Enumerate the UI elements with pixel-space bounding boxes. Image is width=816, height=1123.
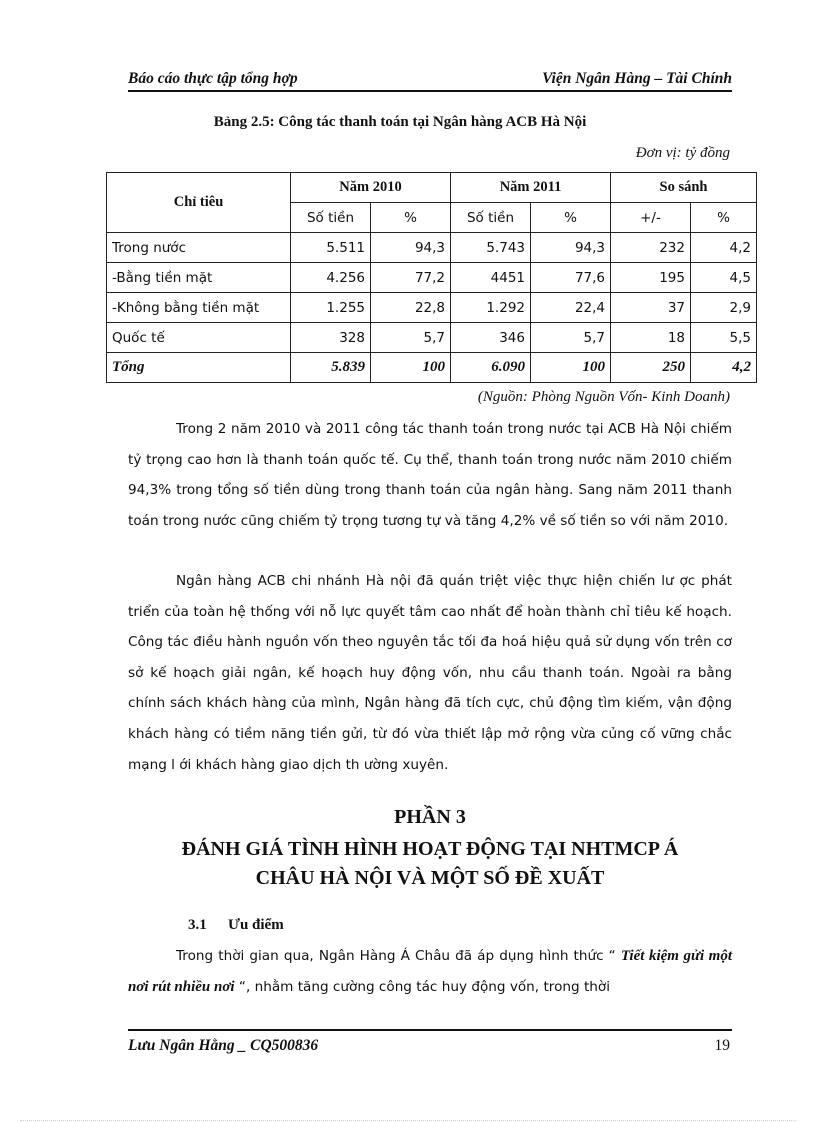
table-cell: 77,2 bbox=[371, 263, 451, 293]
table-cell: 4451 bbox=[451, 263, 531, 293]
footer-divider bbox=[128, 1029, 732, 1031]
table-row bbox=[107, 263, 757, 293]
table-cell: 328 bbox=[291, 323, 371, 353]
page-number: 19 bbox=[714, 1037, 730, 1054]
paragraph-advantages-start: Trong thời gian qua, Ngân Hàng Á Châu đã áp dụng hình thức “ bbox=[176, 948, 621, 964]
row-label: -Không bằng tiền mặt bbox=[107, 293, 291, 323]
table-cell: 346 bbox=[451, 323, 531, 353]
table-cell: 4,2 bbox=[691, 233, 757, 263]
section-number: 3.1 bbox=[188, 917, 207, 933]
table-cell: 94,3 bbox=[371, 233, 451, 263]
table-row bbox=[107, 293, 757, 323]
part-title-line2: CHÂU HÀ NỘI VÀ MỘT SỐ ĐỀ XUẤT bbox=[255, 867, 605, 889]
table-cell: 77,6 bbox=[531, 263, 611, 293]
total-label: Tổng bbox=[107, 353, 291, 383]
section-heading bbox=[188, 917, 284, 934]
col-header-indicator: Chỉ tiêu bbox=[107, 173, 291, 233]
table-cell: 5.743 bbox=[451, 233, 531, 263]
table-cell: 22,4 bbox=[531, 293, 611, 323]
section-title: Ưu điểm bbox=[228, 917, 284, 933]
subheader-diff-pct: % bbox=[691, 203, 757, 233]
table-header-row bbox=[107, 173, 757, 203]
paragraph-payment-analysis: Trong 2 năm 2010 và 2011 công tác thanh toán trong nước tại ACB Hà Nội chiếm tỷ trọng cao hơn là thanh toán quốc tế. Cụ thể, thanh toán trong nước năm 2010 chiếm 94,3% trong tổng số tiền dùng trong thanh toán của ngân hàng. Sang năm 2011 thanh toán trong nước cũng chiếm tỷ trọng tương tự và tăng 4,2% về số tiền so với năm 2010. bbox=[128, 421, 732, 529]
table-source: (Nguồn: Phòng Nguồn Vốn- Kinh Doanh) bbox=[477, 389, 730, 405]
table-cell: 5,7 bbox=[531, 323, 611, 353]
row-label: -Bằng tiền mặt bbox=[107, 263, 291, 293]
table-unit: Đơn vị: tỷ đồng bbox=[635, 145, 730, 161]
row-label: Quốc tế bbox=[107, 323, 291, 353]
table-total-row bbox=[107, 353, 757, 383]
header-report-title: Báo cáo thực tập tổng hợp bbox=[128, 70, 298, 87]
table-cell: 4.256 bbox=[291, 263, 371, 293]
paragraph-advantages bbox=[128, 941, 732, 1002]
part-title-line1: ĐÁNH GIÁ TÌNH HÌNH HOẠT ĐỘNG TẠI NHTMCP Á bbox=[181, 838, 679, 860]
table-cell: 37 bbox=[611, 293, 691, 323]
table-cell: 5,7 bbox=[371, 323, 451, 353]
table-row bbox=[107, 233, 757, 263]
table-cell: 4,5 bbox=[691, 263, 757, 293]
table-cell: 1.255 bbox=[291, 293, 371, 323]
paragraph-advantages-end: “, nhằm tăng cường công tác huy động vốn, trong thời bbox=[234, 978, 610, 995]
page-bottom-dotted-line bbox=[20, 1120, 796, 1121]
savings-product-emphasis: Tiết kiệm gửi một nơi rút nhiều nơi bbox=[128, 948, 732, 995]
table-cell: 22,8 bbox=[371, 293, 451, 323]
subheader-pct-2011: % bbox=[531, 203, 611, 233]
part-number: PHẦN 3 bbox=[394, 806, 466, 828]
col-header-2011: Năm 2011 bbox=[451, 173, 611, 203]
table-cell: 18 bbox=[611, 323, 691, 353]
subheader-diff: +/- bbox=[611, 203, 691, 233]
table-cell: 1.292 bbox=[451, 293, 531, 323]
page-header bbox=[128, 68, 732, 92]
paragraph-strategy: Ngân hàng ACB chi nhánh Hà nội đã quán triệt việc thực hiện chiến lư ợc phát triển của toàn hệ thống với nỗ lực quyết tâm cao nhất để hoàn thành chỉ tiêu kế hoạch. Công tác điều hành nguồn vốn theo nguyên tắc tối đa hoá hiệu quả sử dụng vốn trên cơ sở kế hoạch giải ngân, kế hoạch huy động vốn, nhu cầu thanh toán. Ngoài ra bằng chính sách khách hàng của mình, Ngân hàng đã tích cực, chủ động tìm kiếm, vận động khách hàng có tiềm năng tiền gửi, từ đó vừa thiết lập mở rộng vừa củng cố vững chắc mạng l ới khách hàng giao dịch th ường xuyên. bbox=[128, 573, 732, 773]
total-cell: 4,2 bbox=[691, 353, 757, 383]
table-row bbox=[107, 323, 757, 353]
payment-table bbox=[106, 172, 757, 383]
table-cell: 5,5 bbox=[691, 323, 757, 353]
subheader-amount-2011: Số tiền bbox=[451, 203, 531, 233]
row-label: Trong nước bbox=[107, 233, 291, 263]
total-cell: 100 bbox=[371, 353, 451, 383]
table-cell: 195 bbox=[611, 263, 691, 293]
col-header-compare: So sánh bbox=[611, 173, 757, 203]
subheader-pct-2010: % bbox=[371, 203, 451, 233]
col-header-2010: Năm 2010 bbox=[291, 173, 451, 203]
table-cell: 2,9 bbox=[691, 293, 757, 323]
total-cell: 6.090 bbox=[451, 353, 531, 383]
total-cell: 100 bbox=[531, 353, 611, 383]
header-institute: Viện Ngân Hàng – Tài Chính bbox=[542, 70, 732, 87]
footer-author: Lưu Ngân Hằng _ CQ500836 bbox=[128, 1037, 319, 1054]
table-caption: Bảng 2.5: Công tác thanh toán tại Ngân hàng ACB Hà Nội bbox=[213, 114, 587, 130]
table-cell: 5.511 bbox=[291, 233, 371, 263]
subheader-amount-2010: Số tiền bbox=[291, 203, 371, 233]
total-cell: 250 bbox=[611, 353, 691, 383]
table-cell: 232 bbox=[611, 233, 691, 263]
table-cell: 94,3 bbox=[531, 233, 611, 263]
total-cell: 5.839 bbox=[291, 353, 371, 383]
